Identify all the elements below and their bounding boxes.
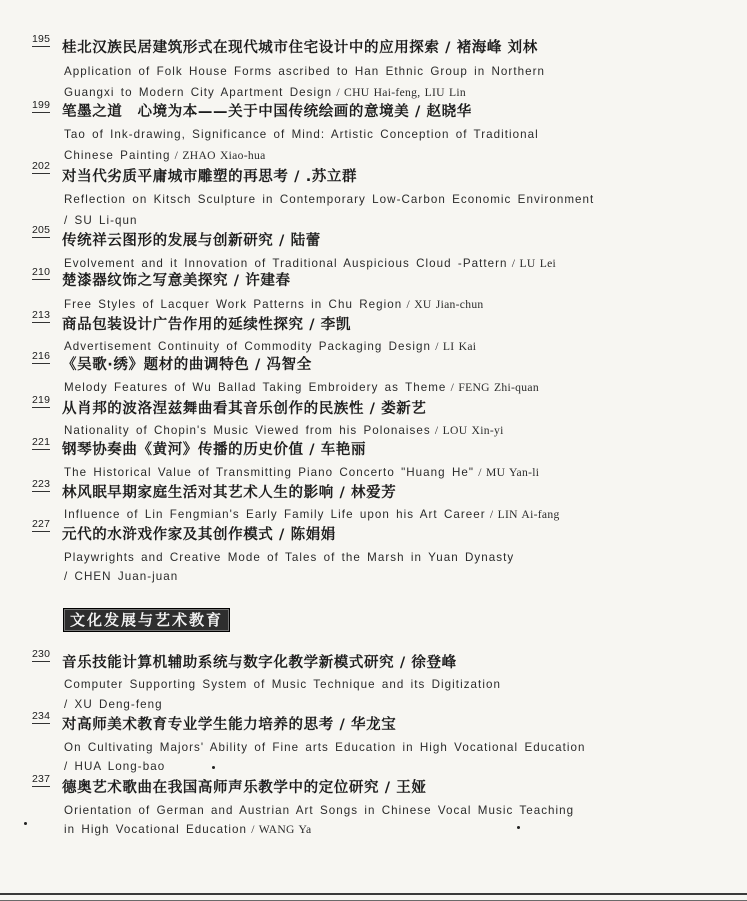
entry-title-zh: 楚漆器纹饰之写意美探究 / 许建春 (62, 273, 291, 289)
entry-title-zh: 从肖邦的波洛涅兹舞曲看其音乐创作的民族性 / 娄新艺 (62, 401, 427, 417)
entry-author-en: / LIN Ai-fang (485, 508, 560, 521)
entry-author-en: / HUA Long-bao (64, 760, 166, 773)
scan-speck (212, 766, 215, 769)
entry-author-en: / MU Yan-li (474, 466, 540, 479)
entry-title-en-text: Melody Features of Wu Ballad Taking Embroidery as Theme (64, 381, 447, 394)
page-number: 199 (32, 99, 51, 111)
page-number: 216 (32, 350, 51, 362)
section-header: 文化发展与艺术教育 (63, 608, 230, 632)
entry-title-en (64, 298, 484, 312)
entry-title-zh: 元代的水浒戏作家及其创作模式 / 陈娟娟 (62, 527, 336, 543)
entry-title-zh: 《吴歌·绣》题材的曲调特色 / 冯智全 (62, 357, 312, 373)
page-number: 205 (32, 224, 51, 236)
entry-title-en-cont (64, 86, 466, 100)
entry-title-en: Computer Supporting System of Music Technique and its Digitization (64, 678, 501, 691)
entry-title-en: Reflection on Kitsch Sculpture in Contemporary Low-Carbon Economic Environment (64, 193, 595, 206)
entry-title-en-line2: Chinese Painting (64, 149, 171, 162)
entry-title-en-text: Evolvement and it Innovation of Traditional Auspicious Cloud -Pattern (64, 257, 508, 270)
entry-title-en-line2: in High Vocational Education (64, 823, 247, 836)
page-number: 195 (32, 33, 51, 45)
entry-title-zh: 德奥艺术歌曲在我国高师声乐教学中的定位研究 / 王娅 (62, 780, 427, 796)
entry-title-en: On Cultivating Majors' Ability of Fine arts Education in High Vocational Education (64, 741, 586, 754)
page-number: 234 (32, 710, 51, 722)
entry-title-en: Application of Folk House Forms ascribed to Han Ethnic Group in Northern (64, 65, 546, 78)
entry-title-zh: 音乐技能计算机辅助系统与数字化教学新模式研究 / 徐登峰 (62, 655, 457, 671)
entry-title-en (64, 466, 539, 480)
entry-author-en: / LOU Xin-yi (430, 424, 504, 437)
page-number: 227 (32, 518, 51, 530)
entry-author-en: / ZHAO Xiao-hua (170, 149, 266, 162)
page-number: 213 (32, 309, 51, 321)
entry-title-en: Orientation of German and Austrian Art Songs in Chinese Vocal Music Teaching (64, 804, 575, 817)
entry-author-en: / WANG Ya (247, 823, 312, 836)
entry-title-zh: 钢琴协奏曲《黄河》传播的历史价值 / 车艳丽 (62, 442, 367, 458)
entry-title-en: Playwrights and Creative Mode of Tales of the Marsh in Yuan Dynasty (64, 551, 515, 564)
entry-title-en (64, 508, 560, 522)
entry-title-en-line2: Guangxi to Modern City Apartment Design (64, 86, 333, 99)
entry-title-en-text: Influence of Lin Fengmian's Early Family Life upon his Art Career (64, 508, 486, 521)
entry-title-en-text: The Historical Value of Transmitting Piano Concerto "Huang He" (64, 466, 475, 479)
entry-title-en-cont (64, 823, 311, 837)
entry-title-en (64, 340, 476, 354)
entry-title-zh: 对高师美术教育专业学生能力培养的思考 / 华龙宝 (62, 717, 397, 733)
entry-title-en-cont (64, 149, 266, 163)
entry-title-en-text: Nationality of Chopin's Music Viewed from his Polonaises (64, 424, 431, 437)
entry-author-en: / SU Li-qun (64, 214, 138, 227)
entry-author-en: / XU Deng-feng (64, 698, 163, 711)
entry-title-en (64, 257, 556, 271)
scan-speck (24, 822, 27, 825)
entry-title-en (64, 381, 539, 395)
entry-title-en: Tao of Ink-drawing, Significance of Mind: Artistic Conception of Traditional (64, 128, 539, 141)
entry-author-en: / LI Kai (431, 340, 477, 353)
entry-title-en-text: Advertisement Continuity of Commodity Packaging Design (64, 340, 431, 353)
page-number: 202 (32, 160, 51, 172)
page-number: 223 (32, 478, 51, 490)
entry-title-zh: 林风眠早期家庭生活对其艺术人生的影响 / 林爱芳 (62, 485, 397, 501)
page-number: 237 (32, 773, 51, 785)
scan-speck (517, 826, 520, 829)
entry-author-en: / LU Lei (507, 257, 557, 270)
entry-title-zh: 商品包装设计广告作用的延续性探究 / 李凯 (62, 317, 351, 333)
page-number: 210 (32, 266, 51, 278)
entry-title-zh: 桂北汉族民居建筑形式在现代城市住宅设计中的应用探索 / 褚海峰 刘林 (62, 40, 538, 56)
entry-author-en: / CHU Hai-feng, LIU Lin (332, 86, 467, 99)
entry-title-zh: 传统祥云图形的发展与创新研究 / 陆蕾 (62, 233, 321, 249)
entry-title-zh: 笔墨之道 心境为本——关于中国传统绘画的意境美 / 赵晓华 (62, 104, 472, 120)
entry-title-zh: 对当代劣质平庸城市雕塑的再思考 / .苏立群 (62, 169, 358, 185)
page-number: 219 (32, 394, 51, 406)
page-number: 230 (32, 648, 51, 660)
entry-author-en: / FENG Zhi-quan (446, 381, 539, 394)
entry-title-en (64, 424, 504, 438)
entry-title-en-text: Free Styles of Lacquer Work Patterns in Chu Region (64, 298, 403, 311)
entry-author-en: / CHEN Juan-juan (64, 570, 179, 583)
page-number: 221 (32, 436, 51, 448)
entry-author-en: / XU Jian-chun (402, 298, 484, 311)
